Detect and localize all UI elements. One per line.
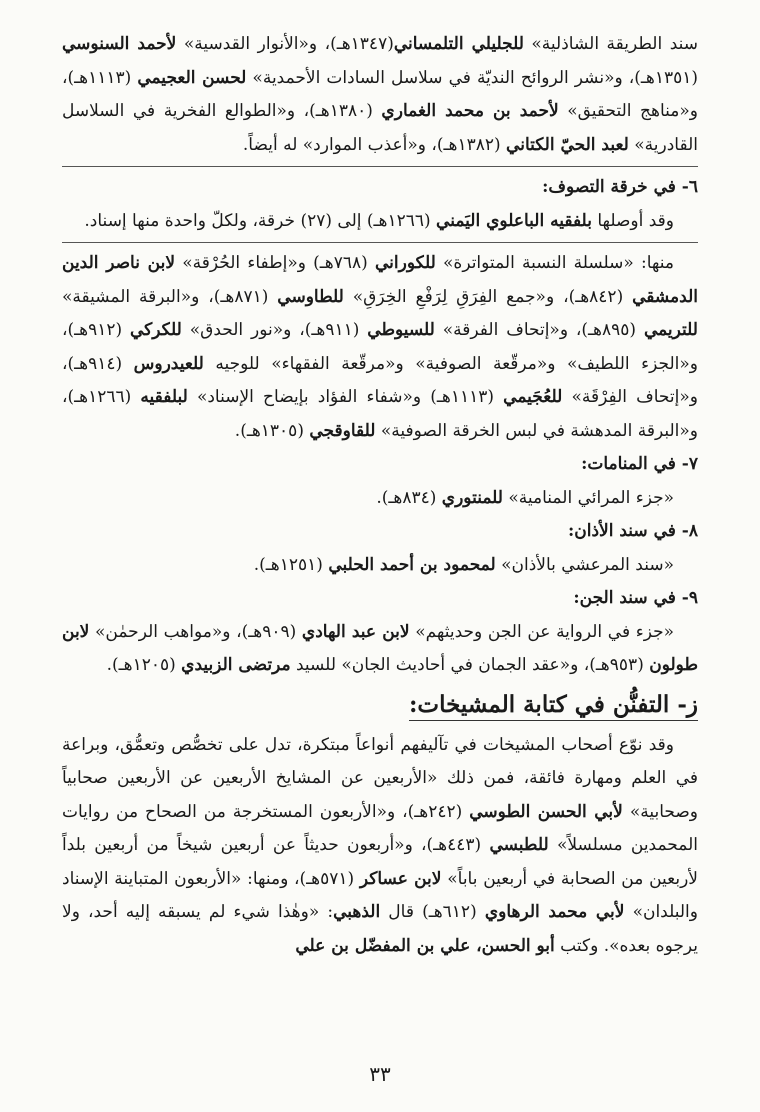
- text-run: (٨٣٤هـ).: [376, 487, 442, 508]
- text-run: (٩١٤هـ)، و«إتحاف الفِرْقَة»: [62, 353, 698, 407]
- paragraph-jinn: [62, 616, 698, 683]
- author-name: لأبي محمد الرهاوي: [484, 902, 625, 922]
- author-name: بلفقيه الباعلوي اليَمني: [436, 210, 592, 231]
- text-run: (١٣٤٧هـ)، و«الأنوار القدسية»: [176, 34, 394, 54]
- text-run: (٩١٢هـ)، و«الجزء اللطيف» و«مرقّعة الصوفية» و«مرقّعة الفقهاء» للوجيه: [62, 320, 698, 374]
- text-run: (١٢٦٦هـ) إلى (٢٧) خرقة، ولكلّ واحدة منها إسناد.: [84, 210, 437, 231]
- text-run: (٨٧١هـ)، و«البرقة المشيقة»: [62, 286, 278, 307]
- author-name: الذهبي: [333, 902, 381, 922]
- text-run: وقد أوصلها: [591, 210, 674, 231]
- heading-item-9: ٩- في سند الجن:: [573, 588, 698, 608]
- author-name: لابن ناصر الدين الدمشقي: [62, 253, 698, 307]
- author-name: للمنتوري: [441, 487, 503, 508]
- author-name: للجليلي التلمساني: [393, 34, 524, 54]
- paragraph-mashyakhat: [62, 729, 698, 964]
- text-run: «سند المرعشي بالأذان»: [495, 554, 674, 575]
- author-name: للسيوطي: [367, 320, 435, 340]
- author-name: لمحمود بن أحمد الحلبي: [328, 554, 496, 575]
- text-run: «جزء في الرواية عن الجن وحديثهم»: [409, 621, 674, 642]
- author-name: للكوراني: [375, 253, 436, 273]
- author-name: أبو الحسن، علي بن المفضّل بن علي: [295, 935, 555, 956]
- text-run: (٩١١هـ)، و«نور الحدق»: [181, 320, 368, 340]
- author-name: لابن طولون: [62, 621, 698, 675]
- text-run: وقد نوّع أصحاب المشيخات في تآليفهم أنواعاً مبتكرة، تدل على تخصُّص وتعمُّق، وبراعة في العلم ومهارة فائقة، فمن ذلك «الأربعين عن المشايخ الأربعين عن الأربعين صحابياً وصحابية»: [62, 734, 699, 822]
- paragraph-khirqa-intro: [62, 205, 698, 239]
- text-run: (١٣٥١هـ)، و«نشر الروائح النديّة في سلاسل السادات الأحمدية»: [246, 67, 698, 88]
- paragraph-khirqa-list: [62, 247, 698, 448]
- text-run: منها: «سلسلة النسبة المتواترة»: [435, 253, 674, 273]
- author-name: للتريمي: [643, 320, 698, 340]
- divider: [62, 242, 698, 243]
- author-name: مرتضى الزبيدي: [181, 655, 291, 675]
- author-name: لابن عساكر: [359, 868, 442, 889]
- text-run: «جزء المرائي المنامية»: [502, 487, 674, 508]
- text-run: سند الطريقة الشاذلية»: [523, 34, 698, 54]
- author-name: للعيدروس: [133, 353, 204, 374]
- author-name: للقاوقجي: [309, 420, 376, 441]
- heading-item-6: ٦- في خرقة التصوف:: [542, 177, 698, 197]
- text-run: (١٢٠٥هـ).: [106, 655, 182, 675]
- author-name: للطبسي: [489, 835, 549, 855]
- author-name: لأحمد السنوسي: [62, 34, 177, 54]
- author-name: للطاوسي: [277, 286, 344, 307]
- text-run: (١٣٨٢هـ)، و«أعذب الموارد» له أيضاً.: [242, 134, 507, 155]
- text-run: (٧٦٨هـ) و«إطفاء الحُرْقة»: [175, 253, 375, 273]
- section-title: [62, 685, 698, 725]
- author-name: للعُجَيمي: [503, 387, 563, 407]
- text-run: (١٢٥١هـ).: [253, 554, 329, 575]
- text-run: (٩٥٣هـ)، و«عقد الجمان في أحاديث الجان» للسيد: [290, 655, 650, 675]
- text-run: (٥٧١هـ)، ومنها: «الأربعون المتباينة الإسناد والبلدان»: [62, 868, 698, 922]
- heading-item-8: ٨- في سند الأذان:: [567, 521, 698, 541]
- text-run: (١١١٣هـ) و«شفاء الفؤاد بإيضاح الإسناد»: [187, 387, 504, 407]
- paragraph-adhan: [62, 549, 698, 583]
- author-name: لابن عبد الهادي: [301, 621, 410, 642]
- author-name: لأحمد بن محمد الغماري: [381, 101, 559, 121]
- author-name: لأبي الحسن الطوسي: [469, 801, 623, 822]
- text-run: (٤٤٣هـ)، و«أربعون حديثاً عن أربعين شيخاً من أربعين بلداً لأربعين من الصحابة في أربعين باباً»: [62, 835, 698, 889]
- text-run: (١١١٣هـ)، و«مناهج التحقيق»: [62, 67, 698, 121]
- text-run: (٩٠٩هـ)، و«مواهب الرحمٰن»: [89, 621, 302, 642]
- text-run: (٨٩٥هـ)، و«إتحاف الفرقة»: [434, 320, 644, 340]
- author-name: لحسن العجيمي: [137, 67, 247, 88]
- text-run: (١٣٨٠هـ)، و«الطوالع الفخرية في السلاسل القادرية»: [62, 101, 698, 155]
- text-run: (١٢٦٦هـ)، و«البرقة المدهشة في لبس الخرقة الصوفية»: [62, 387, 698, 441]
- divider: [62, 166, 698, 167]
- paragraph-dreams: [62, 482, 698, 516]
- text-run: (١٣٠٥هـ).: [234, 420, 310, 441]
- text-run: (٨٤٢هـ)، و«جمع الفِرَقِ لِرَفْعِ الخِرَقِ»: [343, 286, 633, 307]
- paragraph-shadhili-chain: [62, 28, 698, 162]
- text-run: : «وهٰذا شيء لم يسبقه إليه أحد، ولا يرجوه بعده». وكتب: [62, 902, 698, 956]
- page-number: ٣٣: [369, 1062, 391, 1086]
- page-body: [62, 28, 698, 963]
- text-run: (٢٤٢هـ)، و«الأربعون المستخرجة من الصحاح من روايات المحمدين مسلسلاً»: [62, 801, 699, 855]
- text-run: (٦١٢هـ) قال: [380, 902, 485, 922]
- author-name: لبلفقيه: [140, 387, 188, 407]
- heading-item-7: ٧- في المنامات:: [581, 454, 698, 474]
- author-name: لعبد الحيّ الكتاني: [506, 134, 629, 155]
- section-title-text: ز- التفنُّن في كتابة المشيخات:: [409, 691, 698, 721]
- author-name: للكركي: [130, 320, 182, 340]
